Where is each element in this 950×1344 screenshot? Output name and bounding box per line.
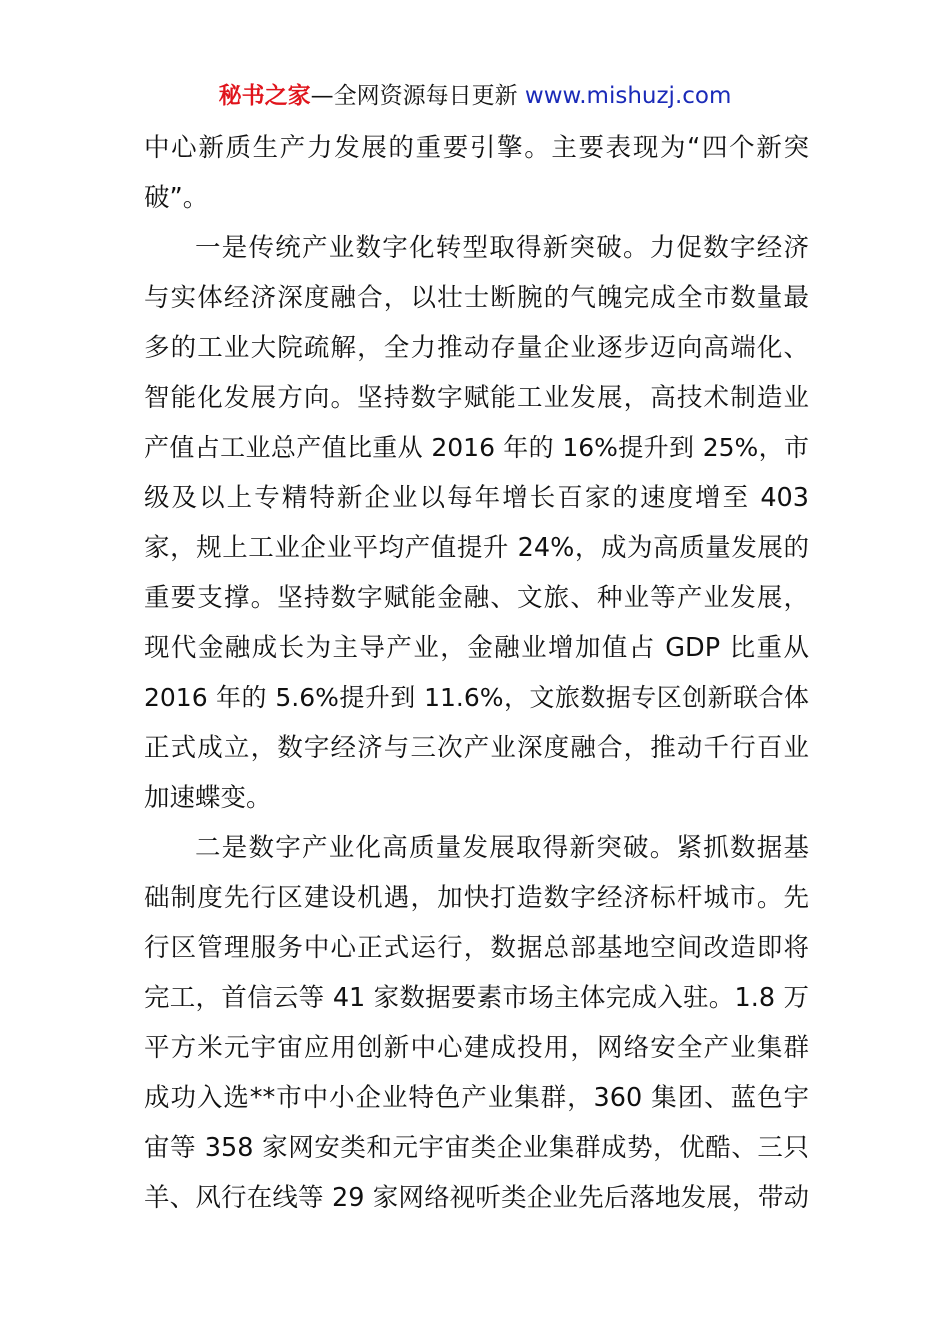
site-url-link[interactable]: www.mishuzj.com xyxy=(524,83,732,109)
text-line: 智能化发展方向。坚持数字赋能工业发展，高技术制造业 xyxy=(144,383,809,413)
text-line: 础制度先行区建设机遇，加快打造数字经济标杆城市。先 xyxy=(144,883,809,913)
text-line: 产值占工业总产值比重从 2016 年的 16%提升到 25%，市 xyxy=(144,433,809,462)
text-line: 二是数字产业化高质量发展取得新突破。紧抓数据基 xyxy=(195,833,809,863)
text-line: 宙等 358 家网安类和元宇宙类企业集群成势，优酷、三只 xyxy=(144,1133,809,1163)
text-line: 级及以上专精特新企业以每年增长百家的速度增至 403 xyxy=(144,483,809,513)
text-line: 重要支撑。坚持数字赋能金融、文旅、种业等产业发展， xyxy=(144,583,809,613)
header-tagline: —全网资源每日更新 xyxy=(310,83,525,109)
text-line: 破”。 xyxy=(144,183,209,213)
brand-name: 秘书之家 xyxy=(218,83,311,109)
text-line: 羊、风行在线等 29 家网络视听类企业先后落地发展，带动 xyxy=(144,1183,809,1213)
text-line: 多的工业大院疏解，全力推动存量企业逐步迈向高端化、 xyxy=(144,333,809,363)
site-header xyxy=(0,80,950,112)
text-line: 加速蝶变。 xyxy=(144,783,272,813)
text-line: 行区管理服务中心正式运行，数据总部基地空间改造即将 xyxy=(144,933,809,963)
text-line: 正式成立，数字经济与三次产业深度融合，推动千行百业 xyxy=(144,733,809,763)
document-body xyxy=(144,123,809,1223)
text-line: 完工，首信云等 41 家数据要素市场主体完成入驻。1.8 万 xyxy=(144,983,809,1013)
text-line: 成功入选**市中小企业特色产业集群，360 集团、蓝色宇 xyxy=(144,1083,809,1113)
text-line: 现代金融成长为主导产业，金融业增加值占 GDP 比重从 xyxy=(144,633,809,663)
text-line: 一是传统产业数字化转型取得新突破。力促数字经济 xyxy=(195,233,809,263)
text-line: 平方米元宇宙应用创新中心建成投用，网络安全产业集群 xyxy=(144,1033,809,1063)
text-line: 中心新质生产力发展的重要引擎。主要表现为“四个新突 xyxy=(144,133,809,163)
text-line: 与实体经济深度融合，以壮士断腕的气魄完成全市数量最 xyxy=(144,283,809,313)
text-line: 家，规上工业企业平均产值提升 24%，成为高质量发展的 xyxy=(144,533,809,563)
text-line: 2016 年的 5.6%提升到 11.6%，文旅数据专区创新联合体 xyxy=(144,683,809,712)
